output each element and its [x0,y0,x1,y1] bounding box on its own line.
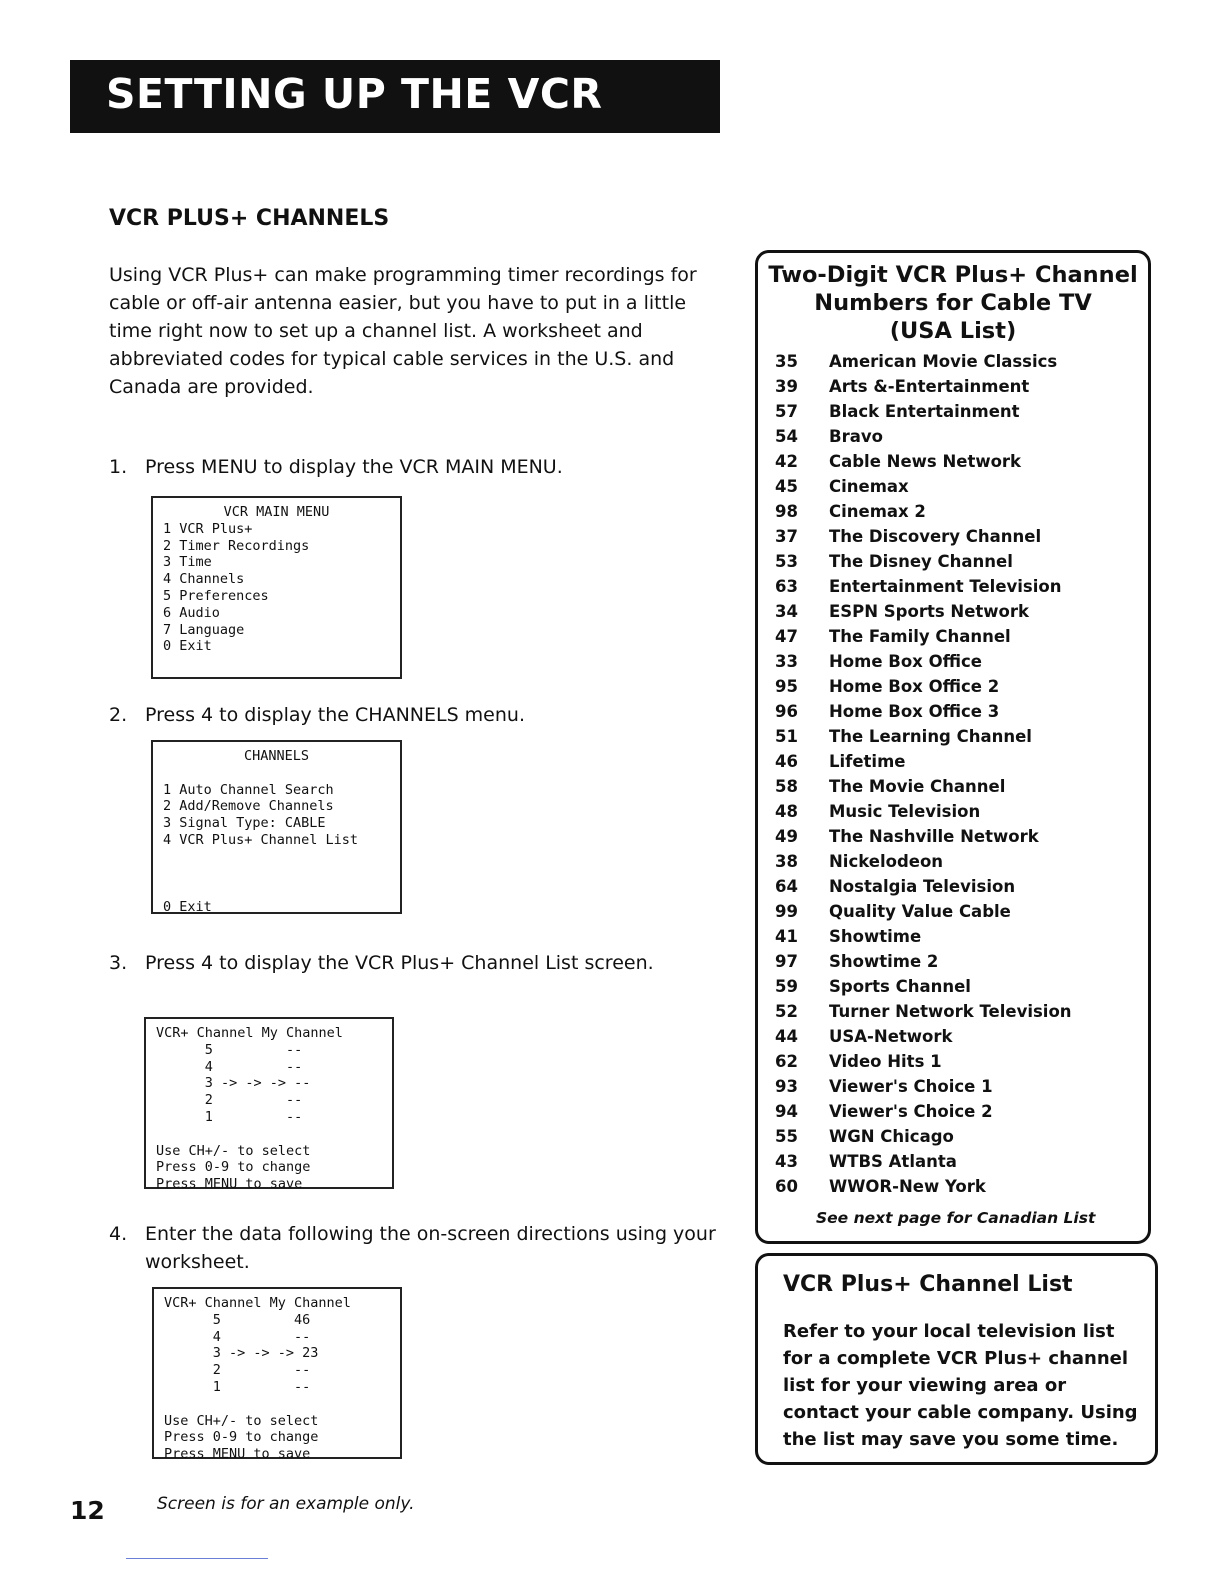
channel-code: 49 [775,827,798,846]
channel-name: Video Hits 1 [829,1052,942,1071]
example-note: Screen is for an example only. [157,1494,415,1514]
channel-row [758,352,1148,377]
channel-row [758,527,1148,552]
channel-name: The Disney Channel [829,552,1013,571]
screen-line: 4 -- [164,1328,311,1345]
step-text: Press MENU to display the VCR MAIN MENU. [145,456,563,478]
channel-code: 39 [775,377,798,396]
screen-line: 2 -- [156,1092,303,1109]
screen-line: 1 -- [156,1108,303,1125]
channel-row [758,427,1148,452]
title-line: Numbers for Cable TV [814,290,1092,316]
channel-name: Cinemax [829,477,909,496]
page-header-title: SETTING UP THE VCR [106,70,603,118]
step-number: 2. [109,704,128,726]
channel-code: 63 [775,577,798,596]
channel-list-screen [144,1017,394,1193]
channel-name: Entertainment Television [829,577,1062,596]
channel-code: 51 [775,727,798,746]
channel-code: 60 [775,1177,798,1196]
menu-line: 5 Preferences [163,587,269,604]
step-1 [109,453,729,481]
vcr-main-menu-screen [151,496,402,679]
channel-row [758,1052,1148,1077]
screen-line: Press 0-9 to change [164,1429,319,1446]
channel-name: Viewer's Choice 1 [829,1077,993,1096]
channel-row [758,802,1148,827]
channel-row [758,477,1148,502]
channel-code: 42 [775,452,798,471]
channel-row [758,1177,1148,1202]
header-bar [70,60,720,133]
channel-row [758,602,1148,627]
menu-line: 3 Signal Type: CABLE [163,815,326,832]
channel-name: Bravo [829,427,883,446]
menu-line: 7 Language [163,621,245,638]
menu-line: 4 Channels [163,571,245,588]
channel-row [758,702,1148,727]
channel-row [758,1127,1148,1152]
channel-code: 52 [775,1002,798,1021]
channel-code: 96 [775,702,798,721]
channel-row [758,552,1148,577]
title-line: (USA List) [889,318,1017,344]
channel-row [758,827,1148,852]
channel-name: Cinemax 2 [829,502,926,521]
channel-code: 95 [775,677,798,696]
channel-name: Showtime 2 [829,952,939,971]
channel-row [758,652,1148,677]
channel-code: 43 [775,1152,798,1171]
channel-code: 45 [775,477,798,496]
channel-name: Sports Channel [829,977,971,996]
channel-name: The Nashville Network [829,827,1039,846]
channel-list-filled-screen [152,1287,402,1463]
channel-name: Music Television [829,802,981,821]
title-line: Two-Digit VCR Plus+ Channel [768,262,1138,288]
screen-line: VCR+ Channel My Channel [156,1025,343,1041]
channel-row [758,877,1148,902]
channel-code: 64 [775,877,798,896]
channel-row [758,902,1148,927]
channel-code: 44 [775,1027,798,1046]
channel-row [758,1102,1148,1127]
channel-code: 99 [775,902,798,921]
channel-name: WGN Chicago [829,1127,954,1146]
screen-line: Press MENU to save [164,1446,311,1463]
channel-name: Nickelodeon [829,852,944,871]
screen-line: 3 -> -> -> 23 [164,1345,319,1362]
step-text: Enter the data following the on-screen directions using your worksheet. [145,1223,716,1273]
menu-line: 6 Audio [163,604,220,621]
channel-row [758,677,1148,702]
channel-row [758,502,1148,527]
screen-line: 5 46 [164,1311,311,1328]
screen-line: 2 -- [164,1362,311,1379]
channel-code: 59 [775,977,798,996]
channel-code: 38 [775,852,798,871]
channel-code: 58 [775,777,798,796]
info-box-body: Refer to your local television list for a complete VCR Plus+ channel list for your viewing area or contact your cable company. Using the list may save you some time. [783,1321,1138,1450]
section-title: VCR PLUS+ CHANNELS [109,206,390,231]
step-text: Press 4 to display the VCR Plus+ Channel List screen. [145,952,654,974]
menu-line: 4 VCR Plus+ Channel List [163,831,359,848]
channels-menu-screen [151,740,402,914]
channel-name: WWOR-New York [829,1177,986,1196]
channel-row [758,627,1148,652]
channel-name: Cable News Network [829,452,1022,471]
screen-line: Press 0-9 to change [156,1159,311,1176]
channel-name: USA-Network [829,1027,953,1046]
screen-title: CHANNELS [243,748,310,764]
channel-name: The Family Channel [829,627,1011,646]
channel-name: Arts &-Entertainment [829,377,1030,396]
channel-list [758,352,1148,1202]
channel-name: American Movie Classics [829,352,1058,371]
channel-name: Home Box Office 3 [829,702,1000,721]
channel-code: 41 [775,927,798,946]
channel-code: 34 [775,602,798,621]
menu-line: 1 VCR Plus+ [163,520,253,537]
channel-row [758,977,1148,1002]
channel-row [758,952,1148,977]
channel-name: Lifetime [829,752,906,771]
channel-name: The Movie Channel [829,777,1006,796]
channel-code: 54 [775,427,798,446]
intro-paragraph: Using VCR Plus+ can make programming timer recordings for cable or off-air antenna easier, but you have to put in a little time right now to set up a channel list. A worksheet and abbreviated codes for typical cable services in the U.S. and Canada are provided. [109,264,697,398]
screen-line: 4 -- [156,1058,303,1075]
channel-row [758,927,1148,952]
channel-code: 93 [775,1077,798,1096]
channel-row [758,777,1148,802]
page-number: 12 [70,1496,105,1525]
screen-line: 3 -> -> -> -- [156,1075,311,1092]
channel-code: 98 [775,502,798,521]
channel-name: Home Box Office [829,652,982,671]
info-box-title: VCR Plus+ Channel List [783,1272,1073,1297]
menu-line: 0 Exit [163,899,212,916]
channel-code: 94 [775,1102,798,1121]
screen-line: Press MENU to save [156,1176,303,1193]
channel-code: 48 [775,802,798,821]
channel-name: The Discovery Channel [829,527,1042,546]
screen-line: 1 -- [164,1378,311,1395]
channel-code: 55 [775,1127,798,1146]
channel-name: Black Entertainment [829,402,1020,421]
channel-row [758,727,1148,752]
menu-line: 0 Exit [163,638,212,655]
channel-row [758,377,1148,402]
channel-box-title [758,261,1148,345]
channel-row [758,1077,1148,1102]
channel-name: WTBS Atlanta [829,1152,957,1171]
channel-row [758,1152,1148,1177]
channel-code: 97 [775,952,798,971]
usa-channel-list-box [755,250,1151,1244]
menu-line: 2 Add/Remove Channels [163,798,334,815]
step-3 [109,949,729,977]
channel-row [758,852,1148,877]
menu-line: 2 Timer Recordings [163,537,310,554]
step-number: 4. [109,1223,128,1245]
channel-row [758,577,1148,602]
channel-name: Showtime [829,927,922,946]
screen-line: 5 -- [156,1041,303,1058]
channel-code: 62 [775,1052,798,1071]
channel-name: Viewer's Choice 2 [829,1102,993,1121]
canadian-list-note: See next page for Canadian List [816,1209,1096,1227]
step-2 [109,701,729,729]
screen-title: VCR MAIN MENU [223,504,330,520]
screen-line: Use CH+/- to select [164,1412,319,1429]
channel-row [758,1002,1148,1027]
channel-code: 57 [775,402,798,421]
channel-name: Home Box Office 2 [829,677,1000,696]
channel-code: 53 [775,552,798,571]
step-number: 3. [109,952,128,974]
channel-name: Quality Value Cable [829,902,1011,921]
channel-code: 47 [775,627,798,646]
menu-line: 3 Time [163,554,212,571]
step-number: 1. [109,456,128,478]
menu-line: 1 Auto Channel Search [163,781,334,798]
channel-row [758,1027,1148,1052]
channel-name: Turner Network Television [829,1002,1072,1021]
step-4 [109,1220,729,1276]
channel-code: 33 [775,652,798,671]
channel-code: 46 [775,752,798,771]
screen-line: Use CH+/- to select [156,1142,311,1159]
channel-name: The Learning Channel [829,727,1032,746]
divider [126,1558,268,1559]
channel-code: 37 [775,527,798,546]
screen-line: VCR+ Channel My Channel [164,1295,351,1311]
channel-code: 35 [775,352,798,371]
channel-row [758,452,1148,477]
channel-name: ESPN Sports Network [829,602,1029,621]
channel-row [758,752,1148,777]
step-text: Press 4 to display the CHANNELS menu. [145,704,525,726]
channel-name: Nostalgia Television [829,877,1016,896]
channel-list-info-box [755,1253,1158,1465]
channel-row [758,402,1148,427]
